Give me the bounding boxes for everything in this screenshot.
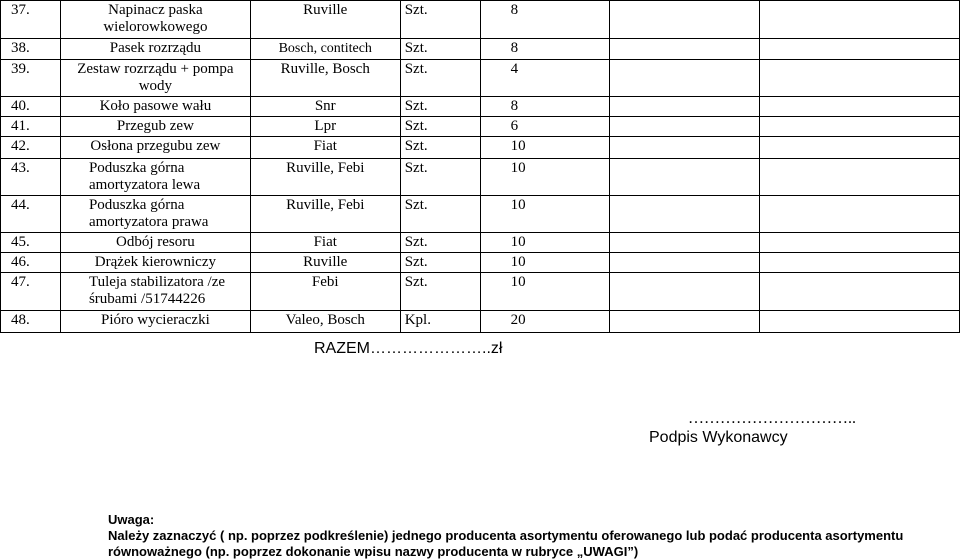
- item-producer: Ruville, Febi: [250, 196, 400, 233]
- item-quantity: 4: [480, 60, 610, 97]
- signature-label: Podpis Wykonawcy: [649, 429, 788, 446]
- item-unit: Szt.: [400, 97, 480, 117]
- item-price-cell: [610, 273, 760, 311]
- row-number: 46.: [1, 253, 61, 273]
- item-unit: Szt.: [400, 273, 480, 311]
- row-number: 44.: [1, 196, 61, 233]
- item-unit: Szt.: [400, 39, 480, 60]
- items-table-body: [1, 1, 960, 333]
- item-quantity: 10: [480, 273, 610, 311]
- item-quantity: 8: [480, 1, 610, 39]
- item-price-cell: [610, 159, 760, 196]
- item-unit: Szt.: [400, 60, 480, 97]
- item-total-cell: [760, 117, 960, 137]
- item-price-cell: [610, 137, 760, 159]
- table-row: [1, 117, 960, 137]
- table-row: [1, 137, 960, 159]
- note-title: Uwaga:: [108, 512, 155, 527]
- item-producer: Fiat: [250, 233, 400, 253]
- row-number: 42.: [1, 137, 61, 159]
- item-price-cell: [610, 97, 760, 117]
- row-number: 37.: [1, 1, 61, 39]
- item-total-cell: [760, 39, 960, 60]
- note-text: Należy zaznaczyć ( np. poprzez podkreślenie) jednego producenta asortymentu oferowanego lub podać producenta asortymentu równoważnego (np. poprzez dokonanie wpisu nazwy producenta w rubryce „UWAGI”): [108, 528, 904, 559]
- table-row: [1, 39, 960, 60]
- item-total-cell: [760, 253, 960, 273]
- item-producer: Valeo, Bosch: [250, 311, 400, 333]
- total-label: RAZEM…………………..zł: [314, 340, 503, 357]
- item-quantity: 10: [480, 159, 610, 196]
- item-producer: Snr: [250, 97, 400, 117]
- row-number: 43.: [1, 159, 61, 196]
- table-row: [1, 311, 960, 333]
- item-name: Przegub zew: [60, 117, 250, 137]
- item-producer: Ruville: [250, 253, 400, 273]
- item-name: Poduszka górna amortyzatora lewa: [60, 159, 250, 196]
- item-name: Osłona przegubu zew: [60, 137, 250, 159]
- item-quantity: 8: [480, 39, 610, 60]
- item-unit: Szt.: [400, 137, 480, 159]
- item-total-cell: [760, 273, 960, 311]
- table-row: [1, 60, 960, 97]
- table-row: [1, 233, 960, 253]
- item-name: Zestaw rozrządu + pompa wody: [60, 60, 250, 97]
- item-name: Pióro wycieraczki: [60, 311, 250, 333]
- item-total-cell: [760, 311, 960, 333]
- item-quantity: 8: [480, 97, 610, 117]
- item-quantity: 10: [480, 233, 610, 253]
- item-producer: Ruville: [250, 1, 400, 39]
- item-quantity: 20: [480, 311, 610, 333]
- item-price-cell: [610, 39, 760, 60]
- row-number: 39.: [1, 60, 61, 97]
- item-unit: Kpl.: [400, 311, 480, 333]
- table-row: [1, 1, 960, 39]
- item-quantity: 10: [480, 137, 610, 159]
- item-unit: Szt.: [400, 253, 480, 273]
- row-number: 48.: [1, 311, 61, 333]
- item-name: Pasek rozrządu: [60, 39, 250, 60]
- item-producer: Bosch, contitech: [250, 39, 400, 60]
- item-unit: Szt.: [400, 233, 480, 253]
- item-price-cell: [610, 1, 760, 39]
- table-row: [1, 196, 960, 233]
- item-total-cell: [760, 196, 960, 233]
- item-unit: Szt.: [400, 117, 480, 137]
- item-name: Tuleja stabilizatora /ze śrubami /51744226: [60, 273, 250, 311]
- item-total-cell: [760, 137, 960, 159]
- item-quantity: 10: [480, 196, 610, 233]
- item-name: Odbój resoru: [60, 233, 250, 253]
- signature-dots: …………………………..: [688, 410, 856, 427]
- item-name: Napinacz paska wielorowkowego: [60, 1, 250, 39]
- table-row: [1, 253, 960, 273]
- item-producer: Lpr: [250, 117, 400, 137]
- item-name: Drążek kierowniczy: [60, 253, 250, 273]
- table-row: [1, 159, 960, 196]
- row-number: 38.: [1, 39, 61, 60]
- item-producer: Ruville, Febi: [250, 159, 400, 196]
- item-price-cell: [610, 60, 760, 97]
- item-unit: Szt.: [400, 159, 480, 196]
- item-price-cell: [610, 233, 760, 253]
- item-price-cell: [610, 196, 760, 233]
- item-producer: Febi: [250, 273, 400, 311]
- row-number: 45.: [1, 233, 61, 253]
- item-name: Poduszka górna amortyzatora prawa: [60, 196, 250, 233]
- row-number: 47.: [1, 273, 61, 311]
- table-row: [1, 97, 960, 117]
- item-unit: Szt.: [400, 196, 480, 233]
- item-name: Koło pasowe wału: [60, 97, 250, 117]
- table-row: [1, 273, 960, 311]
- item-total-cell: [760, 1, 960, 39]
- row-number: 41.: [1, 117, 61, 137]
- item-total-cell: [760, 60, 960, 97]
- item-total-cell: [760, 159, 960, 196]
- item-producer: Ruville, Bosch: [250, 60, 400, 97]
- item-price-cell: [610, 311, 760, 333]
- item-unit: Szt.: [400, 1, 480, 39]
- item-price-cell: [610, 253, 760, 273]
- item-quantity: 6: [480, 117, 610, 137]
- item-price-cell: [610, 117, 760, 137]
- item-producer: Fiat: [250, 137, 400, 159]
- row-number: 40.: [1, 97, 61, 117]
- item-quantity: 10: [480, 253, 610, 273]
- item-total-cell: [760, 233, 960, 253]
- item-total-cell: [760, 97, 960, 117]
